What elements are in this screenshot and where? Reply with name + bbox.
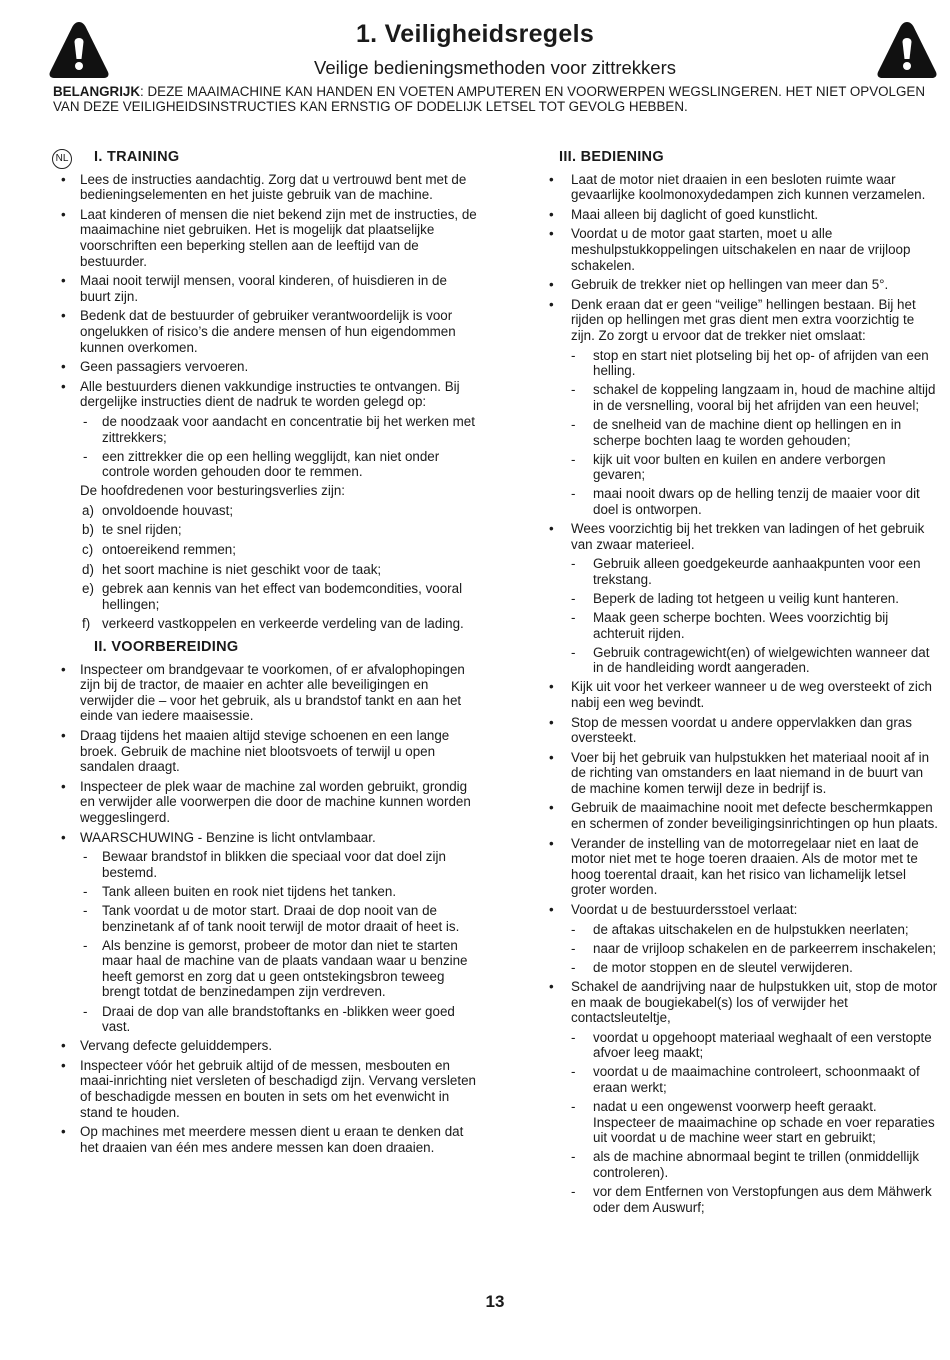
- cause-text: het soort machine is niet geschikt voor de taak;: [102, 561, 382, 577]
- sub-list-item: - schakel de koppeling langzaam in, houd de machine altijd in de versnelling, vooral bij het afrijden van een heuvel;: [547, 382, 940, 413]
- cause-label: b): [82, 522, 94, 538]
- operation-heading: III. BEDIENING: [559, 149, 664, 165]
- sub-list-item: - Tank voordat u de motor start. Draai de dop nooit van de benzinetank af of tank nooit terwijl de motor draait of heet is.: [52, 903, 477, 934]
- cause-label: f): [82, 616, 91, 632]
- list-item: • Inspecteer om brandgevaar te voorkomen, of er afvalophopingen zijn bij de tractor, de maaier en achter alle beveiligingen en verwijder die – voor het gebruik, als u brandstof tankt en aan het einde van iedere maaisessie.: [52, 662, 477, 724]
- list-item: • Alle bestuurders dienen vakkundige instructies te ontvangen. Bij dergelijke instructies dient de nadruk te worden gelegd op:: [52, 379, 477, 410]
- sub-list-item: - stop en start niet plotseling bij het op- of afrijden van een helling.: [547, 348, 940, 379]
- sub-list-item: - kijk uit voor bulten en kuilen en andere verborgen gevaren;: [547, 452, 940, 483]
- list-item: • Maai nooit terwijl mensen, vooral kinderen, of huisdieren in de buurt zijn.: [52, 273, 477, 304]
- list-item: • WAARSCHUWING - Benzine is licht ontvlambaar.: [52, 830, 477, 846]
- sub-list-item: - Maak geen scherpe bochten. Wees voorzichtig bij achteruit rijden.: [547, 610, 940, 641]
- cause-text: ontoereikend remmen;: [102, 542, 236, 558]
- sub-list-item: - maai nooit dwars op de helling tenzij de maaier voor dit doel is ontworpen.: [547, 486, 940, 517]
- cause-text: gebrek aan kennis van het effect van bodemcondities, vooral hellingen;: [102, 581, 463, 612]
- cause-label: a): [82, 502, 94, 518]
- list-item: • Op machines met meerdere messen dient u eraan te denken dat het draaien van één mes andere messen kan doen draaien.: [52, 1124, 477, 1155]
- list-item: • Geen passagiers vervoeren.: [52, 359, 477, 375]
- sub-list-item: - een zittrekker die op een helling wegglijdt, kan niet onder controle worden gehouden door te remmen.: [52, 449, 477, 480]
- page-title: 1. Veiligheidsregels: [355, 20, 595, 48]
- list-item: • Kijk uit voor het verkeer wanneer u de weg oversteekt of zich nabij een weg bevindt.: [547, 679, 940, 710]
- list-item: • Wees voorzichtig bij het trekken van ladingen of het gebruik van zwaar materieel.: [547, 521, 940, 552]
- sub-list-item: - als de machine abnormaal begint te trillen (onmiddellijk controleren).: [547, 1149, 940, 1180]
- right-column: [547, 150, 940, 1219]
- list-item: • Laat de motor niet draaien in een besloten ruimte waar gevaarlijke koolmonoxydedampen zich kunnen verzamelen.: [547, 172, 940, 203]
- sub-list-item: - voordat u opgehoopt materiaal weghaalt of een verstopte afvoer leeg maakt;: [547, 1030, 940, 1061]
- page-subtitle: Veilige bedieningsmethoden voor zittrekkers: [314, 57, 676, 78]
- cause-label: d): [82, 561, 94, 577]
- list-item: • Inspecteer de plek waar de machine zal worden gebruikt, grondig en verwijder alle voorwerpen die door de machine kunnen worden weggeslingerd.: [52, 779, 477, 826]
- list-item: • Inspecteer vóór het gebruik altijd of de messen, mesbouten en maai-inrichting niet versleten of beschadigd zijn. Vervang versleten of beschadigde messen en bouten in sets om het evenwicht in stand te houden.: [52, 1058, 477, 1120]
- sub-list-item: - Beperk de lading tot hetgeen u veilig kunt hanteren.: [547, 591, 940, 607]
- cause-text: verkeerd vastkoppelen en verkeerde verdeling van de lading.: [102, 616, 464, 632]
- cause-label: e): [82, 581, 94, 597]
- left-column: [52, 150, 477, 1159]
- sub-list-item: - voordat u de maaimachine controleert, schoonmaakt of eraan werkt;: [547, 1064, 940, 1095]
- training-heading: I. TRAINING: [94, 149, 180, 165]
- sub-list-item: - naar de vrijloop schakelen en de parkeerrem inschakelen;: [547, 941, 940, 957]
- cause-item: [52, 503, 477, 519]
- list-item: • Stop de messen voordat u andere oppervlakken dan gras oversteekt.: [547, 715, 940, 746]
- sub-list-item: - de snelheid van de machine dient op hellingen en in scherpe bochten laag te worden gehouden;: [547, 417, 940, 448]
- list-item: • Gebruik de maaimachine nooit met defecte beschermkappen en schermen of zonder beveiligingsinrichtingen op hun plaats.: [547, 800, 940, 831]
- sub-list-item: - de aftakas uitschakelen en de hulpstukken neerlaten;: [547, 922, 940, 938]
- important-label: BELANGRIJK: [53, 84, 141, 99]
- causes-intro: De hoofdredenen voor besturingsverlies zijn:: [80, 483, 345, 499]
- list-item: • Voer bij het gebruik van hulpstukken het materiaal nooit af in de richting van omstanders en laat niemand in de buurt van de machine komen terwijl deze in bedrijf is.: [547, 750, 940, 797]
- cause-item: [52, 562, 477, 578]
- cause-item: [52, 542, 477, 558]
- list-item: • Draag tijdens het maaien altijd stevige schoenen en een lange broek. Gebruik de machine niet blootsvoets of terwijl u open sandalen draagt.: [52, 728, 477, 775]
- page-number: 13: [485, 1292, 505, 1311]
- cause-item: [52, 616, 477, 632]
- sub-list-item: - de noodzaak voor aandacht en concentratie bij het werken met zittrekkers;: [52, 414, 477, 445]
- sub-list-item: - Gebruik alleen goedgekeurde aanhaakpunten voor een trekstang.: [547, 556, 940, 587]
- list-item: • Vervang defecte geluiddempers.: [52, 1038, 477, 1054]
- sub-list-item: - Bewaar brandstof in blikken die speciaal voor dat doel zijn bestemd.: [52, 849, 477, 880]
- list-item: • Laat kinderen of mensen die niet bekend zijn met de instructies, de maaimachine niet gebruiken. Het is mogelijk dat plaatselijke voorschriften een beperking stellen aan de leeftijd van de bestuurder.: [52, 207, 477, 269]
- list-item: • Bedenk dat de bestuurder of gebruiker verantwoordelijk is voor ongelukken of risico’s die andere mensen of hun eigendommen kunnen overkomen.: [52, 308, 477, 355]
- important-notice: [53, 84, 943, 114]
- list-item: • Voordat u de bestuurdersstoel verlaat:: [547, 902, 940, 918]
- list-item: • Schakel de aandrijving naar de hulpstukken uit, stop de motor en maak de bougiekabel(s) los of verwijder het contactsleuteltje,: [547, 979, 940, 1026]
- sub-list-item: - Gebruik contragewicht(en) of wielgewichten wanneer dat in de handleiding wordt aangeraden.: [547, 645, 940, 676]
- sub-list-item: - vor dem Entfernen von Verstopfungen aus dem Mähwerk oder dem Auswurf;: [547, 1184, 940, 1215]
- sub-list-item: - de motor stoppen en de sleutel verwijderen.: [547, 960, 940, 976]
- list-item: • Verander de instelling van de motorregelaar niet en laat de motor niet met te hoge toeren draaien. Als de motor met te hoog toerental draait, kan het risico van lichamelijk letsel groter worden.: [547, 836, 940, 898]
- sub-list-item: - Tank alleen buiten en rook niet tijdens het tanken.: [52, 884, 477, 900]
- sub-list-item: - Als benzine is gemorst, probeer de motor dan niet te starten maar haal de machine van de plaats vandaan waar u benzine heeft gemorst en zorg dat u geen ontstekingsbron teweeg brengt totdat de benzinedampen zijn verdreven.: [52, 938, 477, 1000]
- cause-item: [52, 581, 477, 612]
- cause-text: te snel rijden;: [102, 522, 182, 538]
- important-text: : DEZE MAAIMACHINE KAN HANDEN EN VOETEN AMPUTEREN EN VOORWERPEN WEGSLINGEREN. HET NIET OPVOLGEN VAN DEZE VEILIGHEIDSINSTRUCTIES KAN ERNSTIG OF DODELIJK LETSEL TOT GEVOLG HEBBEN.: [53, 84, 926, 114]
- cause-label: c): [82, 542, 94, 558]
- language-badge: NL: [52, 149, 72, 169]
- cause-text: onvoldoende houvast;: [102, 502, 234, 518]
- cause-item: [52, 522, 477, 538]
- list-item: • Maai alleen bij daglicht of goed kunstlicht.: [547, 207, 940, 223]
- list-item: • Denk eraan dat er geen “veilige” hellingen bestaan. Bij het rijden op hellingen met gras dient men extra voorzichtig te zijn. Zo zorgt u ervoor dat de trekker niet omslaat:: [547, 297, 940, 344]
- list-item: • Gebruik de trekker niet op hellingen van meer dan 5°.: [547, 277, 940, 293]
- sub-list-item: - nadat u een ongewenst voorwerp heeft geraakt. Inspecteer de maaimachine op schade en voer reparaties uit voordat u de machine weer start en gebruikt;: [547, 1099, 940, 1146]
- preparation-heading: II. VOORBEREIDING: [94, 639, 239, 656]
- sub-list-item: - Draai de dop van alle brandstoftanks en -blikken weer goed vast.: [52, 1004, 477, 1035]
- list-item: • Voordat u de motor gaat starten, moet u alle meshulpstukkoppelingen uitschakelen en naar de vrijloop schakelen.: [547, 226, 940, 273]
- training-section: [52, 150, 477, 166]
- list-item: • Lees de instructies aandachtig. Zorg dat u vertrouwd bent met de bedieningselementen en het juiste gebruik van de machine.: [52, 172, 477, 203]
